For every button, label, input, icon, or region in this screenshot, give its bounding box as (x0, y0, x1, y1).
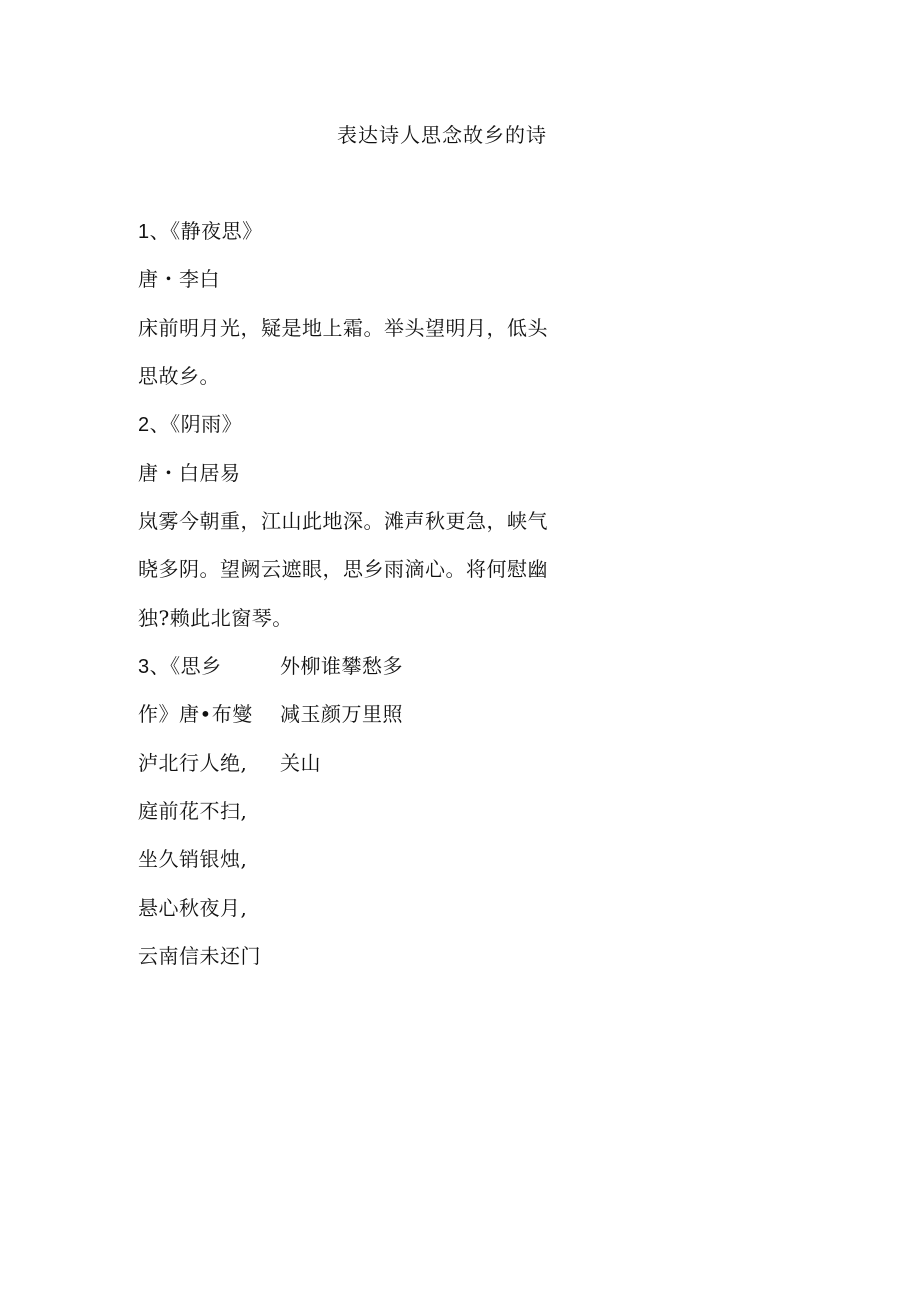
page-title: 表达诗人思念故乡的诗 (337, 123, 547, 147)
poem1-body-line: 床前明月光，疑是地上霜。举头望明月，低头 (138, 316, 548, 340)
poem2-heading (138, 409, 242, 440)
poem1-heading-title: 、《静夜思》 (149, 219, 263, 243)
poem3-title-continuation: 作》唐•布燮 (138, 702, 253, 726)
poem2-body-line: 晓多阴。望阙云遮眼，思乡雨滴心。将何慰幽 (138, 557, 548, 581)
poem2-body-line: 岚雾今朝重，江山此地深。滩声秋更急，峡气 (138, 509, 548, 533)
poem2-heading-title: 、《阴雨》 (149, 412, 243, 436)
poem3-right-line: 关山 (280, 751, 321, 775)
poem2-author: 唐・白居易 (138, 461, 241, 485)
poem3-heading (138, 651, 222, 682)
poem1-heading-number: 1 (138, 221, 150, 243)
poem1-body-line: 思故乡。 (138, 364, 220, 388)
poem2-heading-number: 2 (138, 414, 150, 436)
poem3-left-line: 悬心秋夜月, (138, 896, 248, 920)
poem3-heading-number: 3 (138, 656, 150, 678)
poem3-left-line: 泸北行人绝, (138, 751, 248, 775)
poem1-heading (138, 216, 263, 247)
poem3-left-line: 庭前花不扫, (138, 799, 248, 823)
poem1-author: 唐・李白 (138, 267, 220, 291)
poem3-right-line: 减玉颜万里照 (280, 702, 403, 726)
poem3-left-line: 云南信未还门 (138, 944, 261, 968)
poem3-right-line: 外柳谁攀愁多 (280, 654, 403, 678)
poem3-heading-title: 、《思乡 (149, 654, 222, 678)
poem3-left-line: 坐久销银烛, (138, 847, 248, 871)
poem2-body-line: 独?赖此北窗琴。 (138, 606, 293, 630)
